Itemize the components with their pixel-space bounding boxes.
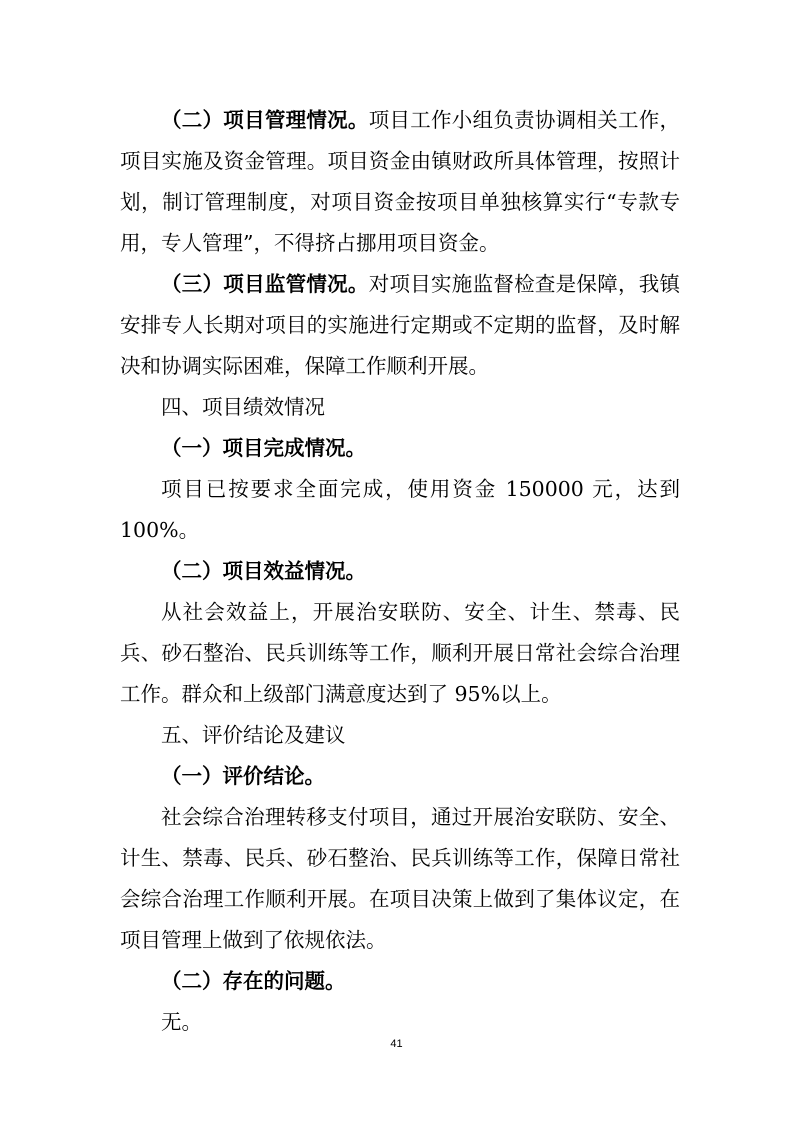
paragraph-text: 对项目实施监督检查是保障，我镇安排专人长期对项目的实施进行定期或不定期的监督，及时解决和协调实际困难，保障工作顺利开展。 xyxy=(120,272,681,378)
paragraph-lead: （二）项目管理情况。 xyxy=(161,108,369,132)
paragraph-project-management xyxy=(120,100,680,264)
subheading-benefit: （二）项目效益情况。 xyxy=(161,559,366,583)
subheading-completion: （一）项目完成情况。 xyxy=(161,436,366,460)
subheading-existing-problems: （二）存在的问题。 xyxy=(161,969,346,993)
paragraph-completion: 项目已按要求全面完成，使用资金 150000 元，达到 100%。 xyxy=(120,477,680,542)
paragraph-benefit: 从社会效益上，开展治安联防、安全、计生、禁毒、民兵、砂石整治、民兵训练等工作，顺利开展日常社会综合治理工作。群众和上级部门满意度达到了 95%以上。 xyxy=(120,600,680,706)
section-heading-performance: 四、项目绩效情况 xyxy=(161,395,325,419)
document-body xyxy=(120,100,680,1043)
paragraph-lead: （三）项目监管情况。 xyxy=(161,272,369,296)
subheading-evaluation-conclusion: （一）评价结论。 xyxy=(161,764,325,788)
paragraph-project-supervision xyxy=(120,264,680,387)
section-heading-conclusion: 五、评价结论及建议 xyxy=(161,723,346,747)
paragraph-evaluation-conclusion: 社会综合治理转移支付项目，通过开展治安联防、安全、计生、禁毒、民兵、砂石整治、民兵训练等工作，保障日常社会综合治理工作顺利开展。在项目决策上做到了集体议定，在项目管理上做到了依规依法。 xyxy=(120,805,680,952)
paragraph-text: 项目工作小组负责协调相关工作，项目实施及资金管理。项目资金由镇财政所具体管理，按照计划，制订管理制度，对项目资金按项目单独核算实行“专款专用，专人管理”，不得挤占挪用项目资金。 xyxy=(120,108,681,255)
paragraph-existing-problems: 无。 xyxy=(161,1010,202,1034)
page-number: 41 xyxy=(390,1038,403,1050)
